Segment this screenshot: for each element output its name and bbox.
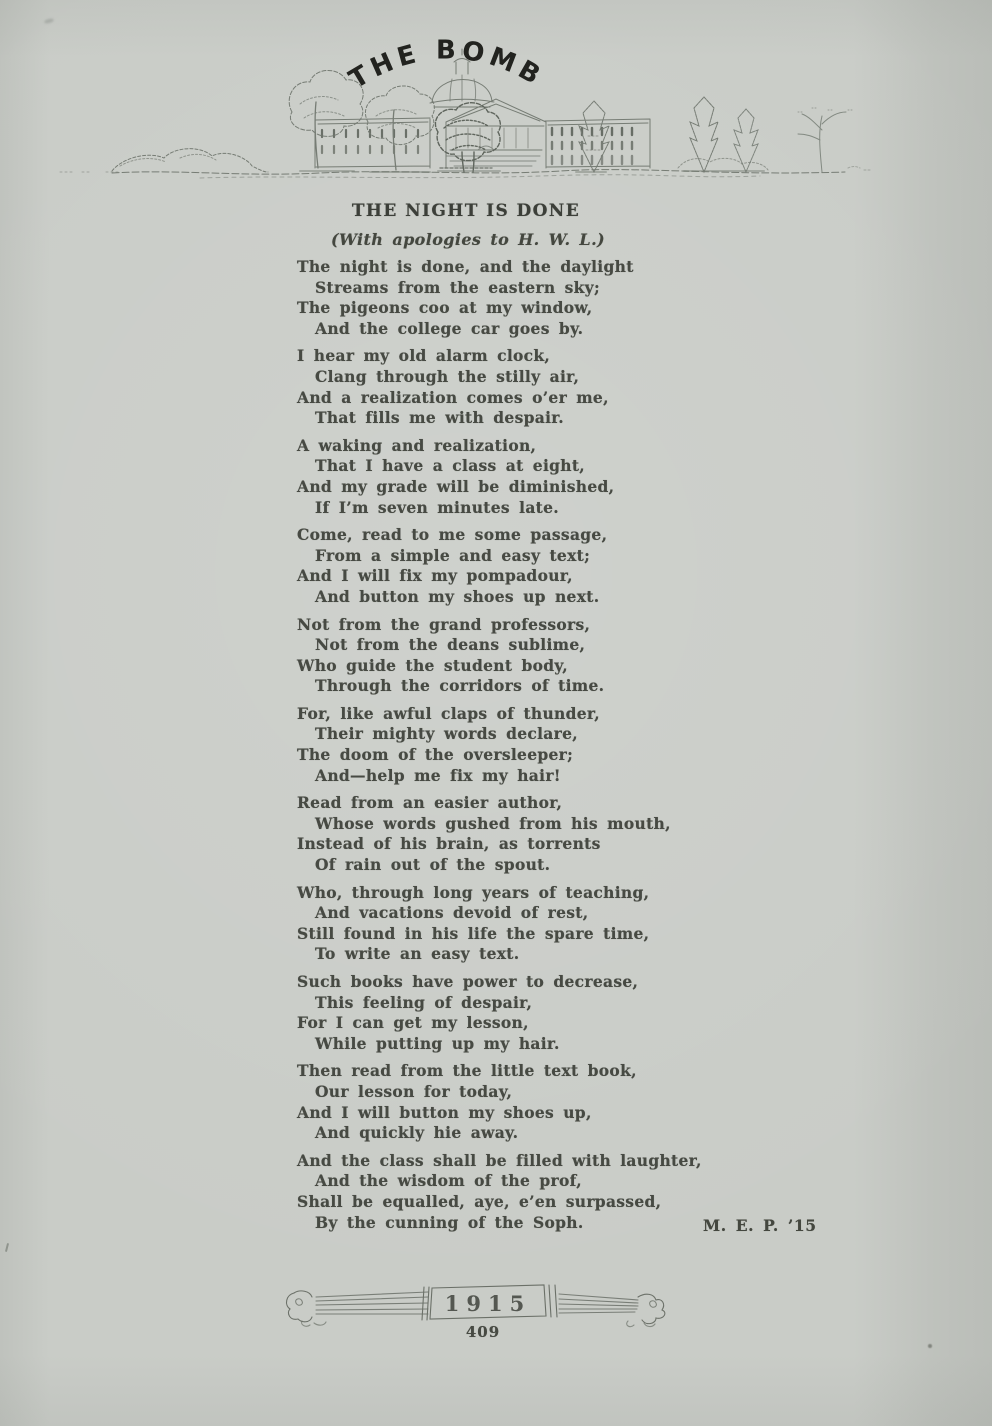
masthead-title-text: THE BOMB — [344, 35, 550, 95]
poem-line: Streams from the eastern sky; — [315, 277, 600, 297]
poem-line: And the college car goes by. — [315, 318, 584, 338]
poem-stanza — [297, 1061, 727, 1143]
poem-title: THE NIGHT IS DONE — [351, 201, 581, 221]
poem-line: If I’m seven minutes late. — [315, 497, 559, 517]
poem-line: And button my shoes up next. — [315, 586, 600, 606]
poem-line: Of rain out of the spout. — [315, 855, 551, 875]
margin-mark — [5, 1243, 9, 1252]
poem-line: Still found in his life the spare time, — [297, 923, 650, 943]
poem-line: And I will button my shoes up, — [297, 1102, 592, 1122]
poem-line: Our lesson for today, — [315, 1081, 513, 1101]
poem-line: The doom of the oversleeper; — [297, 745, 574, 765]
poem-line: That fills me with despair. — [315, 408, 565, 428]
poem-stanza — [297, 883, 727, 965]
poem-stanza — [297, 972, 727, 1054]
poem-line: Through the corridors of time. — [315, 676, 605, 696]
poem-line: Read from an easier author, — [297, 793, 563, 813]
poem-line: Who, through long years of teaching, — [297, 882, 650, 902]
poem-stanza — [297, 436, 727, 518]
poem-line: Who guide the student body, — [297, 655, 568, 675]
poem-body — [297, 257, 727, 1240]
poem-attribution: (With apologies to H. W. L.) — [330, 230, 606, 249]
poem-line: Such books have power to decrease, — [297, 972, 639, 991]
poem-line: Not from the grand professors, — [297, 614, 591, 634]
masthead-title — [344, 35, 549, 94]
poem-line: And the wisdom of the prof, — [315, 1171, 582, 1191]
poem-line: And—help me fix my hair! — [315, 765, 561, 785]
poem-line: A waking and realization, — [297, 435, 537, 455]
poem-line: Shall be equalled, aye, e’en surpassed, — [297, 1191, 662, 1211]
poem-signature: M. E. P. ’15 — [703, 1216, 817, 1235]
poem-stanza — [297, 615, 727, 697]
banner-year-label: 1915 — [444, 1291, 532, 1316]
poem-line: And the class shall be filled with laughter, — [297, 1150, 702, 1170]
poem-line: Come, read to me some passage, — [297, 525, 608, 545]
poem-line: Then read from the little text book, — [297, 1061, 637, 1081]
poem-line: This feeling of despair, — [315, 992, 533, 1012]
poem-line: By the cunning of the Soph. — [315, 1212, 584, 1232]
scan-speck — [928, 1344, 932, 1348]
poem-line: For I can get my lesson, — [297, 1013, 529, 1033]
poem-line: While putting up my hair. — [315, 1033, 560, 1053]
poem-line: Not from the deans sublime, — [315, 635, 586, 655]
poem-line: That I have a class at eight, — [315, 456, 585, 476]
poem-stanza — [297, 525, 727, 607]
poem-line: For, like awful claps of thunder, — [297, 703, 600, 723]
poem-stanza — [297, 1151, 727, 1233]
poem-line: And I will fix my pompadour, — [297, 566, 573, 586]
poem-line: Their mighty words declare, — [315, 724, 578, 744]
poem-line: And a realization comes o’er me, — [297, 387, 609, 407]
poem-stanza — [297, 793, 727, 875]
poem-line: The night is done, and the daylight — [297, 257, 634, 276]
poem-line: And my grade will be diminished, — [297, 476, 615, 496]
poem-line: Whose words gushed from his mouth, — [315, 813, 671, 833]
poem-line: The pigeons coo at my window, — [297, 298, 593, 318]
poem-line: Instead of his brain, as torrents — [297, 834, 601, 854]
page-number: 409 — [465, 1323, 501, 1341]
poem-line: From a simple and easy text; — [315, 545, 591, 565]
poem-line: And vacations devoid of rest, — [315, 903, 589, 923]
poem-stanza — [297, 704, 727, 786]
poem-line: To write an easy text. — [315, 944, 520, 964]
poem-line: Clang through the stilly air, — [315, 366, 580, 386]
poem-stanza — [297, 346, 727, 428]
poem-line: And quickly hie away. — [315, 1123, 519, 1143]
poem-stanza — [297, 257, 727, 339]
poem-line: I hear my old alarm clock, — [297, 346, 551, 366]
campus-illustration — [0, 0, 992, 200]
